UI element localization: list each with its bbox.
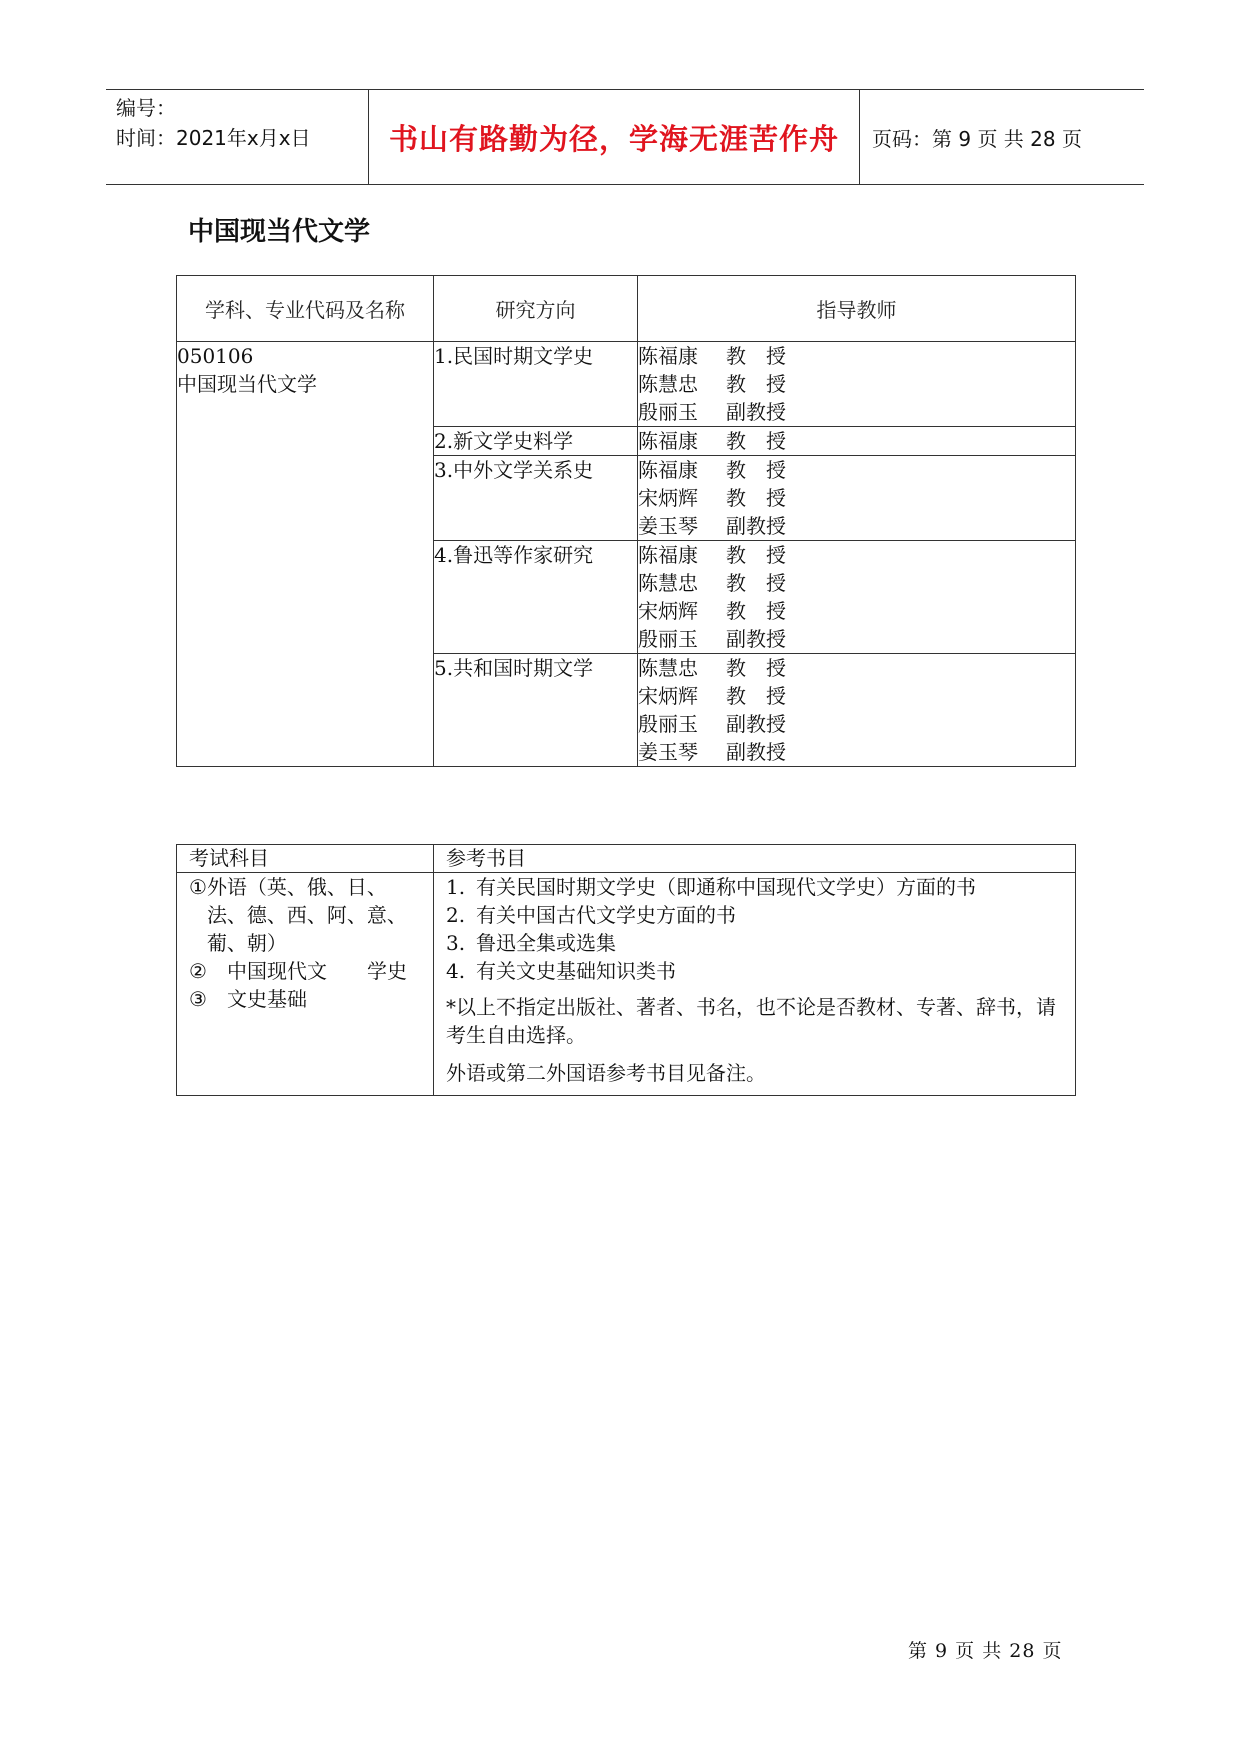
supervisor-entry [638,625,1075,653]
direction-cell [434,654,638,767]
book-text: 有关民国时期文学史（即通称中国现代文学史）方面的书 [476,875,976,899]
supervisor-name: 宋炳辉 [638,599,698,623]
supervisor-entry [638,738,1075,766]
direction-label: 5.共和国时期文学 [434,656,594,680]
direction-cell [434,541,638,654]
header-reference-books: 参考书目 [434,845,1076,873]
page-header [106,89,1144,185]
direction-label: 1.民国时期文学史 [434,344,594,368]
book-text: 鲁迅全集或选集 [476,931,616,955]
supervisor-name: 殷丽玉 [638,400,698,424]
header-motto: 书山有路勤为径，学海无涯苦作舟 [368,90,860,184]
supervisor-title: 副教授 [726,400,786,424]
supervisor-title: 教 授 [726,372,786,396]
header-exam-subjects: 考试科目 [177,845,434,873]
program-table-body [177,342,1076,767]
subject-text: 文史基础 [227,987,307,1011]
supervisor-name: 殷丽玉 [638,627,698,651]
direction-cell [434,342,638,427]
supervisor-name: 殷丽玉 [638,712,698,736]
supervisor-title: 教 授 [726,543,786,567]
book-number: 1. [446,875,466,899]
supervisors-cell [638,541,1076,654]
supervisor-name: 陈慧忠 [638,656,698,680]
exam-subject [189,873,421,957]
subject-number: ② [189,959,207,983]
supervisor-entry [638,456,1075,484]
supervisors-cell [638,342,1076,427]
book-text: 有关中国古代文学史方面的书 [476,903,736,927]
supervisor-entry [638,512,1075,540]
exam-subjects-cell [177,873,434,1096]
header-meta [116,93,311,153]
supervisor-entry [638,541,1075,569]
supervisor-name: 陈福康 [638,429,698,453]
supervisor-name: 姜玉琴 [638,740,698,764]
discipline-cell [177,342,434,767]
book-text: 有关文史基础知识类书 [476,959,676,983]
supervisor-name: 姜玉琴 [638,514,698,538]
header-direction: 研究方向 [434,276,638,342]
section-title: 中国现当代文学 [188,217,371,247]
supervisor-title: 教 授 [726,684,786,708]
supervisor-entry [638,484,1075,512]
reference-book [446,929,1063,957]
exam-subject [189,957,421,985]
book-number: 2. [446,903,466,927]
supervisor-entry [638,398,1075,426]
reference-note: *以上不指定出版社、著者、书名，也不论是否教材、专著、辞书，请考生自由选择。 [446,995,1056,1047]
exam-table [176,844,1076,1096]
header-supervisors: 指导教师 [638,276,1076,342]
discipline-code: 050106 [177,344,254,368]
direction-label: 4.鲁迅等作家研究 [434,543,594,567]
supervisor-name: 陈福康 [638,543,698,567]
supervisor-name: 宋炳辉 [638,684,698,708]
table-row [177,342,1076,427]
supervisor-entry [638,370,1075,398]
supervisors-cell [638,427,1076,456]
supervisor-title: 教 授 [726,429,786,453]
supervisor-title: 教 授 [726,599,786,623]
exam-table-header [177,845,1076,873]
supervisor-title: 教 授 [726,458,786,482]
supervisor-title: 副教授 [726,514,786,538]
supervisor-name: 宋炳辉 [638,486,698,510]
book-number: 4. [446,959,466,983]
subject-text: 外语（英、俄、日、法、德、西、阿、意、葡、朝） [206,875,407,955]
direction-cell [434,456,638,541]
foreign-language-note: 外语或第二外国语参考书目见备注。 [446,1061,766,1085]
discipline-name: 中国现当代文学 [177,372,317,396]
supervisor-name: 陈福康 [638,344,698,368]
direction-cell [434,427,638,456]
subject-number: ① [189,875,207,899]
supervisor-title: 教 授 [726,571,786,595]
supervisor-entry [638,569,1075,597]
book-number: 3. [446,931,466,955]
exam-table-row [177,873,1076,1096]
supervisor-entry [638,710,1075,738]
exam-subject [189,985,421,1013]
supervisor-entry [638,342,1075,370]
direction-label: 3.中外文学关系史 [434,458,594,482]
header-discipline: 学科、专业代码及名称 [177,276,434,342]
supervisors-cell [638,456,1076,541]
supervisor-title: 教 授 [726,656,786,680]
reference-book [446,901,1063,929]
supervisor-title: 教 授 [726,486,786,510]
document-time: 时间：2021年x月x日 [116,126,311,150]
reference-books-list [446,873,1063,985]
supervisor-entry [638,654,1075,682]
supervisor-name: 陈慧忠 [638,571,698,595]
supervisor-entry [638,597,1075,625]
subject-number: ③ [189,987,207,1011]
supervisor-entry [638,682,1075,710]
program-table [176,275,1076,767]
supervisor-title: 副教授 [726,627,786,651]
supervisor-title: 副教授 [726,712,786,736]
direction-label: 2.新文学史料学 [434,429,574,453]
reference-books-cell [434,873,1076,1096]
header-page-info: 页码：第 9 页 共 28 页 [872,126,1082,151]
supervisor-entry [638,427,1075,455]
supervisor-title: 副教授 [726,740,786,764]
document-number-label: 编号： [116,96,176,120]
program-table-header [177,276,1076,342]
supervisors-cell [638,654,1076,767]
reference-book [446,873,1063,901]
page-footer: 第 9 页 共 28 页 [908,1640,1063,1662]
subject-text: 中国现代文 学史 [227,959,407,983]
supervisor-name: 陈慧忠 [638,372,698,396]
supervisor-title: 教 授 [726,344,786,368]
reference-book [446,957,1063,985]
supervisor-name: 陈福康 [638,458,698,482]
